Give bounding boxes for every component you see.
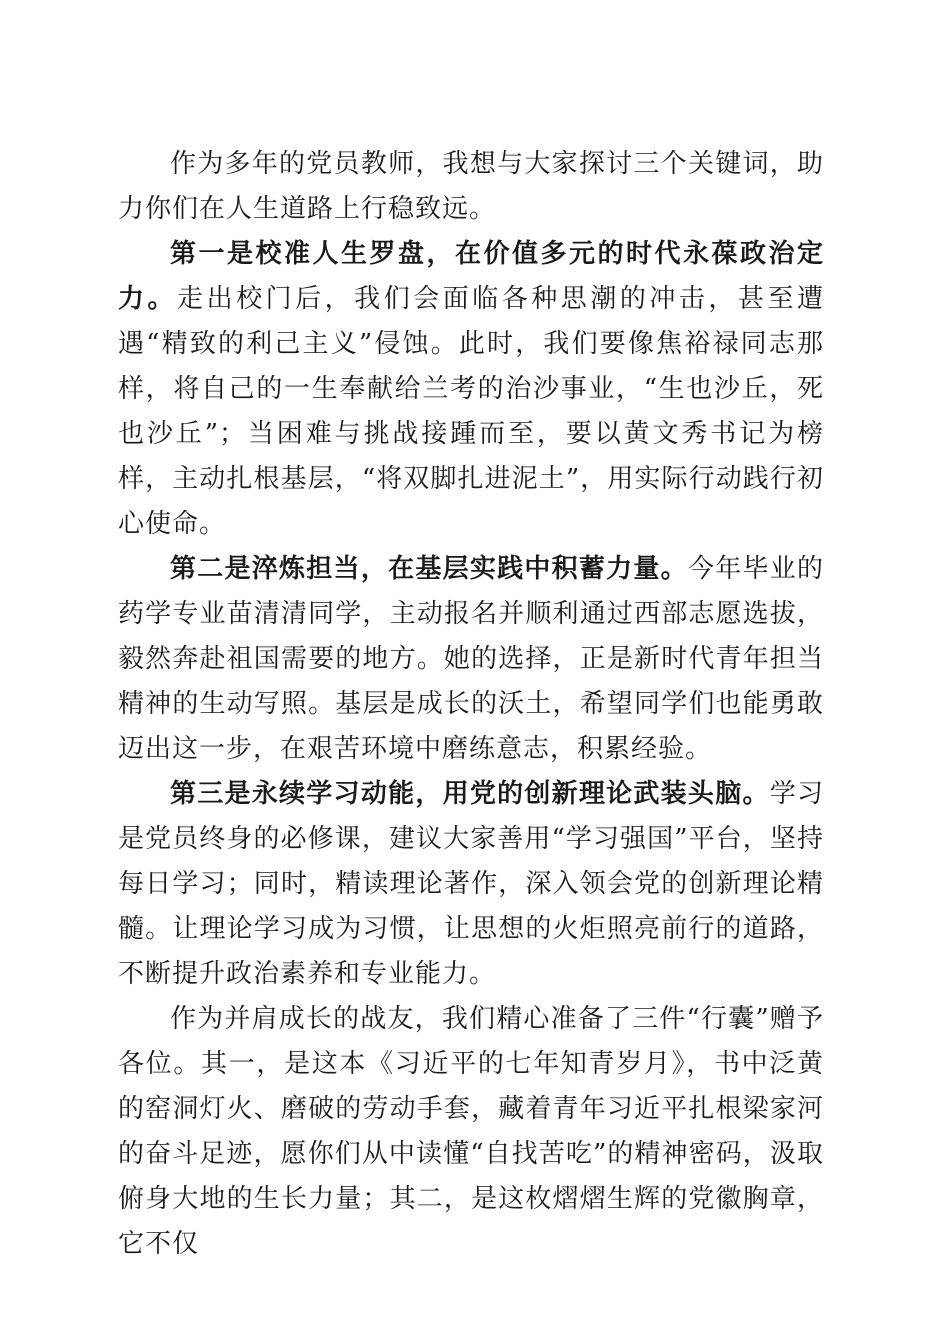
paragraph-text: 今年毕业的药学专业苗清清同学，主动报名并顺利通过西部志愿选拔，毅然奔赴祖国需要的地方。她的选择，正是新时代青年担当精神的生动写照。基层是成长的沃土，希望同学们也能勇敢迈出这一步，在艰苦环境中磨练意志，积累经验。 xyxy=(118,554,824,764)
paragraph-intro xyxy=(118,142,824,232)
document-page xyxy=(118,142,824,1267)
paragraph-keyword-3 xyxy=(118,772,824,997)
paragraph-lead: 第二是淬炼担当，在基层实践中积蓄力量。 xyxy=(170,554,688,584)
paragraph-text: 作为多年的党员教师，我想与大家探讨三个关键词，助力你们在人生道路上行稳致远。 xyxy=(118,149,824,224)
paragraph-text: 学习是党员终身的必修课，建议大家善用“学习强国”平台，坚持每日学习；同时，精读理论著作，深入领会党的创新理论精髓。让理论学习成为习惯，让思想的火炬照亮前行的道路，不断提升政治素养和专业能力。 xyxy=(118,779,824,989)
paragraph-lead: 第一是校准人生罗盘，在价值多元的时代永葆政治定力。 xyxy=(118,239,824,314)
paragraph-keyword-1 xyxy=(118,232,824,547)
paragraph-text: 走出校门后，我们会面临各种思潮的冲击，甚至遭遇“精致的利己主义”侵蚀。此时，我们要像焦裕禄同志那样，将自己的一生奉献给兰考的治沙事业，“生也沙丘，死也沙丘”；当困难与挑战接踵而至，要以黄文秀书记为榜样，主动扎根基层，“将双脚扎进泥土”，用实际行动践行初心使命。 xyxy=(118,284,824,539)
paragraph-lead: 第三是永续学习动能，用党的创新理论武装头脑。 xyxy=(170,779,770,809)
paragraph-gifts xyxy=(118,997,824,1267)
paragraph-keyword-2 xyxy=(118,547,824,772)
paragraph-text: 作为并肩成长的战友，我们精心准备了三件“行囊”赠予各位。其一，是这本《习近平的七年知青岁月》，书中泛黄的窑洞灯火、磨破的劳动手套，藏着青年习近平扎根梁家河的奋斗足迹，愿你们从中读懂“自找苦吃”的精神密码，汲取俯身大地的生长力量；其二，是这枚熠熠生辉的党徽胸章，它不仅 xyxy=(118,1004,824,1259)
